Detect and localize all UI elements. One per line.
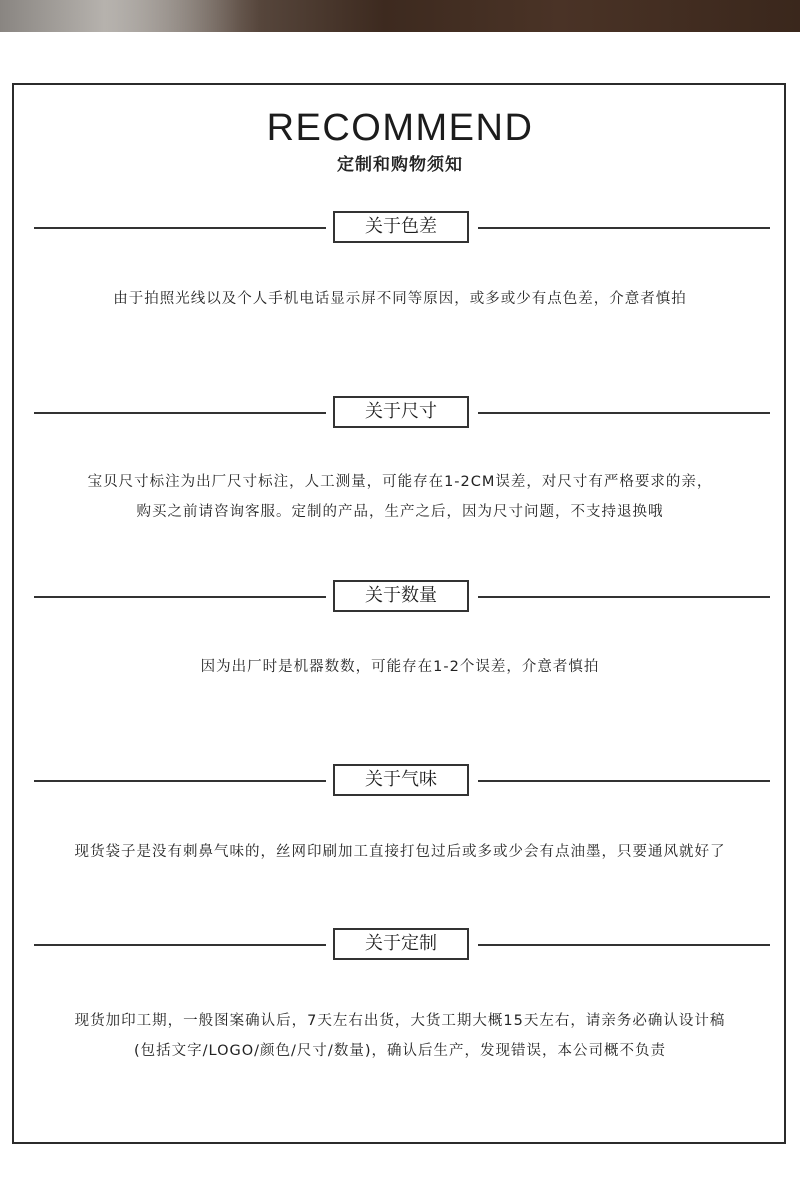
section-heading-label: 关于色差 — [333, 211, 469, 243]
divider-right — [478, 412, 770, 414]
section-text-line: 现货袋子是没有刺鼻气味的，丝网印刷加工直接打包过后或多或少会有点油墨，只要通风就好了 — [74, 844, 726, 860]
photo-highlight — [0, 0, 260, 32]
divider-left — [34, 596, 326, 598]
section-body-smell — [20, 837, 780, 867]
section-text-line: 购买之前请咨询客服。定制的产品，生产之后，因为尺寸问题，不支持退换哦 — [136, 504, 664, 520]
section-heading-label: 关于尺寸 — [333, 396, 469, 428]
divider-right — [478, 596, 770, 598]
page-subtitle: 定制和购物须知 — [337, 155, 463, 175]
section-text-line: (包括文字/LOGO/颜色/尺寸/数量)，确认后生产，发现错误，本公司概不负责 — [134, 1043, 666, 1059]
divider-left — [34, 227, 326, 229]
section-body-color — [20, 284, 780, 314]
section-heading-color — [0, 211, 800, 245]
section-text-line: 现货加印工期，一般图案确认后，7天左右出货，大货工期大概15天左右，请亲务必确认设计稿 — [74, 1013, 726, 1029]
section-text-line: 宝贝尺寸标注为出厂尺寸标注，人工测量，可能存在1-2CM误差，对尺寸有严格要求的亲， — [87, 474, 713, 490]
section-heading-label: 关于气味 — [333, 764, 469, 796]
section-text-line: 因为出厂时是机器数数，可能存在1-2个误差，介意者慎拍 — [200, 659, 600, 675]
section-body-custom — [20, 1006, 780, 1066]
divider-left — [34, 780, 326, 782]
divider-right — [478, 944, 770, 946]
top-photo-strip — [0, 0, 800, 32]
section-heading-quantity — [0, 580, 800, 614]
divider-left — [34, 412, 326, 414]
divider-left — [34, 944, 326, 946]
section-body-size — [20, 467, 780, 527]
section-heading-label: 关于数量 — [333, 580, 469, 612]
divider-right — [478, 227, 770, 229]
section-heading-size — [0, 396, 800, 430]
section-body-quantity — [20, 652, 780, 682]
section-heading-label: 关于定制 — [333, 928, 469, 960]
page-title: RECOMMEND — [266, 107, 534, 149]
section-text-line: 由于拍照光线以及个人手机电话显示屏不同等原因，或多或少有点色差，介意者慎拍 — [113, 291, 687, 307]
section-heading-smell — [0, 764, 800, 798]
section-heading-custom — [0, 928, 800, 962]
divider-right — [478, 780, 770, 782]
